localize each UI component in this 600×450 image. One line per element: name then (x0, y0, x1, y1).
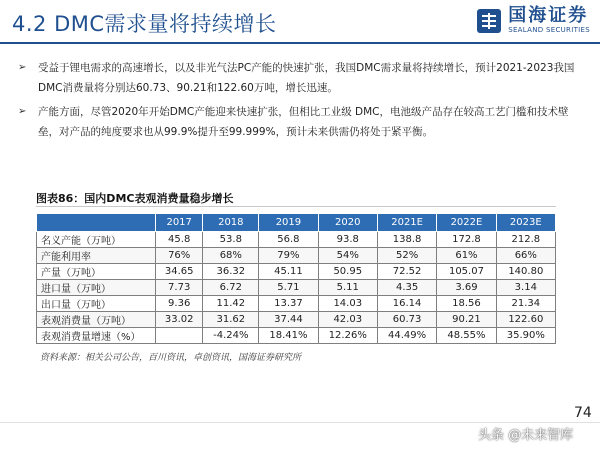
column-header: 2018 (203, 214, 259, 232)
figure-title: 图表86：国内DMC表观消费量稳步增长 (36, 192, 234, 205)
table-cell: 61% (437, 248, 496, 264)
table-cell: 68% (203, 248, 259, 264)
sealand-logo-icon (476, 8, 502, 34)
table-cell: 18.41% (259, 328, 318, 344)
page-number: 74 (574, 405, 592, 421)
logo-chinese-name: 国海证券 (508, 5, 589, 26)
table-cell: 6.72 (203, 280, 259, 296)
arrow-bullet-icon: ➢ (18, 62, 27, 73)
column-header (37, 214, 156, 232)
table-row (37, 312, 556, 328)
table-cell: 52% (377, 248, 436, 264)
table-cell: -4.24% (203, 328, 259, 344)
table-cell: 90.21 (437, 312, 496, 328)
row-label: 产量（万吨） (37, 264, 156, 280)
row-label: 产能利用率 (37, 248, 156, 264)
logo-english-name: SEALAND SECURITIES (508, 26, 590, 34)
bullet-item (18, 102, 586, 142)
table-cell: 16.14 (377, 296, 436, 312)
table-cell: 3.14 (496, 280, 555, 296)
arrow-bullet-icon: ➢ (18, 106, 27, 117)
company-logo (476, 6, 590, 35)
table-cell: 18.56 (437, 296, 496, 312)
table-cell: 76% (156, 248, 203, 264)
table-cell: 35.90% (496, 328, 555, 344)
column-header: 2017 (156, 214, 203, 232)
table-cell: 212.8 (496, 232, 555, 248)
table-cell: 7.73 (156, 280, 203, 296)
row-label: 表观消费量（万吨） (37, 312, 156, 328)
bullet-item (18, 58, 586, 98)
column-header: 2022E (437, 214, 496, 232)
row-label: 名义产能（万吨） (37, 232, 156, 248)
watermark: 头条 @未来智库 (478, 428, 574, 443)
table-cell: 14.03 (318, 296, 377, 312)
table-cell: 37.44 (259, 312, 318, 328)
source-note: 资料来源：相关公司公告，百川资讯，卓创资讯，国海证券研究所 (40, 353, 302, 363)
table-cell: 138.8 (377, 232, 436, 248)
table-cell: 5.11 (318, 280, 377, 296)
table-cell: 21.34 (496, 296, 555, 312)
table-cell: 4.35 (377, 280, 436, 296)
table-row (37, 296, 556, 312)
table-cell: 45.11 (259, 264, 318, 280)
table-cell: 105.07 (437, 264, 496, 280)
table-row (37, 264, 556, 280)
table-cell: 31.62 (203, 312, 259, 328)
page-title: 4.2 DMC需求量将持续增长 (12, 12, 277, 36)
table-row (37, 232, 556, 248)
footer-divider (0, 422, 600, 423)
column-header: 2023E (496, 214, 555, 232)
table-row (37, 248, 556, 264)
table-cell: 44.49% (377, 328, 436, 344)
table-cell: 60.73 (377, 312, 436, 328)
column-header: 2021E (377, 214, 436, 232)
table-cell: 11.42 (203, 296, 259, 312)
table-cell: 12.26% (318, 328, 377, 344)
table-cell: 33.02 (156, 312, 203, 328)
figure-title-divider (36, 206, 556, 207)
table-cell: 56.8 (259, 232, 318, 248)
table-cell: 172.8 (437, 232, 496, 248)
dmc-table (36, 213, 556, 344)
table-cell: 34.65 (156, 264, 203, 280)
table-cell: 79% (259, 248, 318, 264)
row-label: 进口量（万吨） (37, 280, 156, 296)
table-cell: 45.8 (156, 232, 203, 248)
table-cell (156, 328, 203, 344)
bullet-list (18, 58, 586, 146)
table-cell: 72.52 (377, 264, 436, 280)
table-cell: 66% (496, 248, 555, 264)
table-header-row (37, 214, 556, 232)
table-cell: 42.03 (318, 312, 377, 328)
table-cell: 93.8 (318, 232, 377, 248)
bullet-text: 产能方面，尽管2020年开始DMC产能迎来快速扩张，但相比工业级 DMC，电池级产品存在较高工艺门槛和技术壁垒，对产品的纯度要求也从99.9%提升至99.999%，预计未来供需仍将处于紧平衡。 (38, 106, 569, 138)
header-divider (0, 42, 600, 44)
table-cell: 3.69 (437, 280, 496, 296)
table-cell: 122.60 (496, 312, 555, 328)
column-header: 2020 (318, 214, 377, 232)
row-label: 表观消费量增速（%） (37, 328, 156, 344)
table-cell: 50.95 (318, 264, 377, 280)
table-row (37, 328, 556, 344)
table-cell: 48.55% (437, 328, 496, 344)
table-row (37, 280, 556, 296)
bullet-text: 受益于锂电需求的高速增长，以及非光气法PC产能的快速扩张，我国DMC需求量将持续增长，预计2021-2023我国DMC消费量将分别达60.73、90.21和122.60万吨，增长迅速。 (38, 62, 575, 94)
table-cell: 53.8 (203, 232, 259, 248)
table-cell: 5.71 (259, 280, 318, 296)
column-header: 2019 (259, 214, 318, 232)
row-label: 出口量（万吨） (37, 296, 156, 312)
table-cell: 9.36 (156, 296, 203, 312)
table-cell: 54% (318, 248, 377, 264)
table-cell: 36.32 (203, 264, 259, 280)
table-cell: 140.80 (496, 264, 555, 280)
table-cell: 13.37 (259, 296, 318, 312)
